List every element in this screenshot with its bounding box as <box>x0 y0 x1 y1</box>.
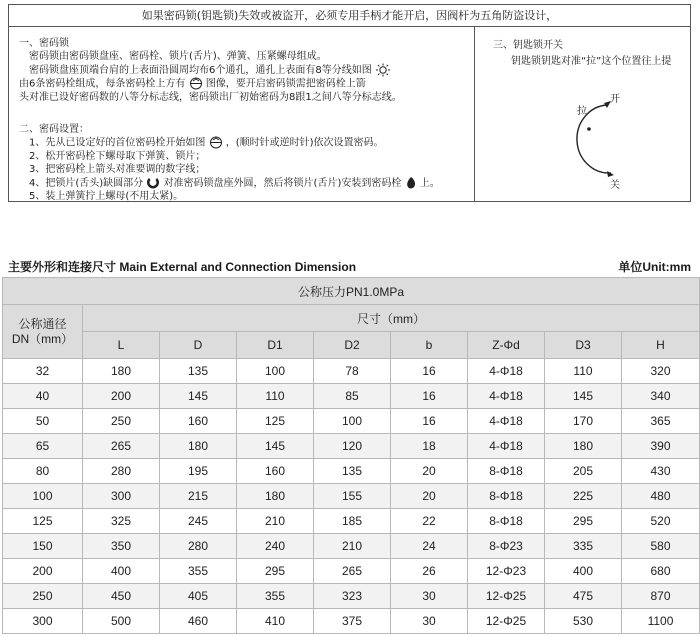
table-cell: 4-Φ18 <box>468 384 545 409</box>
size-header: 尺寸（mm） <box>83 305 700 332</box>
table-cell: 320 <box>622 359 700 384</box>
table-cell: 1100 <box>622 609 700 634</box>
table-cell: 100 <box>237 359 314 384</box>
dn-cell: 32 <box>3 359 83 384</box>
table-cell: 215 <box>160 484 237 509</box>
table-cell: 365 <box>622 409 700 434</box>
column-header: H <box>622 332 700 359</box>
unit-label: 单位Unit:mm <box>618 260 691 274</box>
table-cell: 405 <box>160 584 237 609</box>
table-cell: 110 <box>545 359 622 384</box>
table-row <box>3 609 700 634</box>
table-cell: 475 <box>545 584 622 609</box>
table-cell: 16 <box>391 359 468 384</box>
table-row <box>3 484 700 509</box>
section2-step-2: 2、松开密码栓下螺母取下弹簧、锁片； <box>29 150 206 162</box>
table-cell: 8-Φ18 <box>468 484 545 509</box>
section2-step-5: 5、装上弹簧拧上螺母(不用太紧)。 <box>29 190 184 202</box>
arrow-bolt-icon <box>189 77 203 90</box>
section1-line-2: 密码锁盘座顶端台肩的上表面沿圆周均布6个通孔，通孔上表面有8等分线如图 <box>19 63 402 77</box>
table-cell: 680 <box>622 559 700 584</box>
column-header: D1 <box>237 332 314 359</box>
table-cell: 180 <box>545 434 622 459</box>
instructions-box <box>8 4 691 202</box>
table-cell: 155 <box>314 484 391 509</box>
table-row <box>3 384 700 409</box>
dn-cell: 250 <box>3 584 83 609</box>
table-cell: 480 <box>622 484 700 509</box>
table-row <box>3 434 700 459</box>
table-cell: 24 <box>391 534 468 559</box>
column-header: Z-Φd <box>468 332 545 359</box>
table-row <box>3 534 700 559</box>
key-lock-panel <box>475 27 690 201</box>
table-cell: 300 <box>83 484 160 509</box>
column-header-row <box>3 332 700 359</box>
table-cell: 145 <box>545 384 622 409</box>
section1-heading: 一、密码锁 <box>19 38 69 49</box>
table-cell: 4-Φ18 <box>468 359 545 384</box>
dn-cell: 80 <box>3 459 83 484</box>
section3-line: 钥匙锁钥匙对准“拉”这个位置往上提 <box>511 56 672 67</box>
table-cell: 250 <box>83 409 160 434</box>
dn-cell: 100 <box>3 484 83 509</box>
table-cell: 160 <box>237 459 314 484</box>
label-kai: 开 <box>610 94 620 105</box>
table-cell: 8-Φ18 <box>468 459 545 484</box>
table-row <box>3 359 700 384</box>
table-cell: 355 <box>237 584 314 609</box>
table-cell: 400 <box>545 559 622 584</box>
table-cell: 870 <box>622 584 700 609</box>
table-cell: 180 <box>237 484 314 509</box>
table-cell: 125 <box>237 409 314 434</box>
table-cell: 195 <box>160 459 237 484</box>
section2-heading: 二、密码设置： <box>19 124 89 135</box>
table-cell: 280 <box>83 459 160 484</box>
table-cell: 8-Φ18 <box>468 509 545 534</box>
table-cell: 210 <box>237 509 314 534</box>
lock-plate-icon <box>146 176 160 190</box>
table-cell: 460 <box>160 609 237 634</box>
table-cell: 530 <box>545 609 622 634</box>
table-row <box>3 509 700 534</box>
table-cell: 4-Φ18 <box>468 434 545 459</box>
table-cell: 26 <box>391 559 468 584</box>
table-cell: 180 <box>160 434 237 459</box>
table-cell: 350 <box>83 534 160 559</box>
table-cell: 120 <box>314 434 391 459</box>
key-switch-diagram <box>571 89 641 189</box>
table-cell: 520 <box>622 509 700 534</box>
table-body <box>3 359 700 634</box>
table-row <box>3 409 700 434</box>
table-cell: 135 <box>314 459 391 484</box>
table-cell: 180 <box>83 359 160 384</box>
dimension-table <box>2 277 700 634</box>
table-row <box>3 459 700 484</box>
section-password-lock <box>19 37 402 104</box>
table-cell: 100 <box>314 409 391 434</box>
table-cell: 78 <box>314 359 391 384</box>
table-cell: 205 <box>545 459 622 484</box>
arrow-bolt-icon <box>209 136 223 149</box>
dn-header: 公称通径 DN（mm） <box>3 305 83 359</box>
table-cell: 12-Φ25 <box>468 609 545 634</box>
dn-cell: 125 <box>3 509 83 534</box>
pressure-header: 公称压力PN1.0MPa <box>3 278 700 305</box>
label-la: 拉 <box>577 106 587 117</box>
section2-step-4: 4、把锁片(舌头)缺圆部分 对准密码锁盘座外圆，然后将锁片(舌片)安装到密码栓 上。 <box>29 177 440 189</box>
section1-line-1: 密码锁由密码锁盘座、密码栓、锁片(舌片)、弹簧、压紧螺母组成。 <box>29 51 327 62</box>
table-cell: 265 <box>314 559 391 584</box>
section3-heading: 三、钥匙锁开关 <box>493 40 563 51</box>
table-cell: 16 <box>391 409 468 434</box>
table-cell: 30 <box>391 584 468 609</box>
table-cell: 210 <box>314 534 391 559</box>
table-cell: 170 <box>545 409 622 434</box>
table-cell: 340 <box>622 384 700 409</box>
table-cell: 400 <box>83 559 160 584</box>
dn-cell: 40 <box>3 384 83 409</box>
table-cell: 390 <box>622 434 700 459</box>
table-cell: 85 <box>314 384 391 409</box>
column-header: D3 <box>545 332 622 359</box>
dn-cell: 65 <box>3 434 83 459</box>
table-cell: 355 <box>160 559 237 584</box>
table-cell: 335 <box>545 534 622 559</box>
table-cell: 295 <box>545 509 622 534</box>
column-header: D2 <box>314 332 391 359</box>
table-cell: 110 <box>237 384 314 409</box>
dn-cell: 50 <box>3 409 83 434</box>
table-cell: 580 <box>622 534 700 559</box>
table-cell: 160 <box>160 409 237 434</box>
table-cell: 22 <box>391 509 468 534</box>
table-cell: 145 <box>237 434 314 459</box>
table-cell: 20 <box>391 459 468 484</box>
column-header: D <box>160 332 237 359</box>
table-cell: 430 <box>622 459 700 484</box>
sun-dial-icon <box>375 63 391 77</box>
section2-step-1: 1、先从已设定好的首位密码栓开始如图 ，(顺时针或逆时针)依次设置密码。 <box>29 137 384 149</box>
table-cell: 375 <box>314 609 391 634</box>
column-header: L <box>83 332 160 359</box>
table-cell: 200 <box>83 384 160 409</box>
lock-instructions <box>9 27 475 201</box>
dn-cell: 200 <box>3 559 83 584</box>
section2-step-3: 3、把密码栓上箭头对准要调的数字线； <box>29 163 206 175</box>
table-cell: 8-Φ23 <box>468 534 545 559</box>
section1-line-3: 由6条密码栓组成，每条密码栓上方有 图像，要开启密码锁需把密码栓上箭 <box>19 78 366 90</box>
table-cell: 245 <box>160 509 237 534</box>
section1-line-4: 头对准已设好密码数的八等分标志线，密码锁出厂初始密码为8跟1之间八等分标志线。 <box>19 91 402 103</box>
table-cell: 240 <box>237 534 314 559</box>
table-cell: 500 <box>83 609 160 634</box>
table-cell: 185 <box>314 509 391 534</box>
table-cell: 280 <box>160 534 237 559</box>
column-header: b <box>391 332 468 359</box>
table-cell: 265 <box>83 434 160 459</box>
table-cell: 135 <box>160 359 237 384</box>
dn-cell: 150 <box>3 534 83 559</box>
notice-line: 如果密码锁(钥匙锁)失效或被盗开，必须专用手柄才能开启，因阀杆为五角防盗设计， <box>9 5 690 27</box>
section-password-setting <box>19 123 440 203</box>
table-cell: 225 <box>545 484 622 509</box>
table-cell: 145 <box>160 384 237 409</box>
dn-cell: 300 <box>3 609 83 634</box>
lock-pin-icon <box>405 176 417 190</box>
label-guan: 关 <box>610 180 620 191</box>
table-title <box>8 258 691 274</box>
table-cell: 325 <box>83 509 160 534</box>
table-cell: 20 <box>391 484 468 509</box>
table-cell: 12-Φ25 <box>468 584 545 609</box>
table-cell: 18 <box>391 434 468 459</box>
table-cell: 30 <box>391 609 468 634</box>
table-cell: 16 <box>391 384 468 409</box>
table-row <box>3 559 700 584</box>
table-cell: 323 <box>314 584 391 609</box>
table-cell: 410 <box>237 609 314 634</box>
table-cell: 295 <box>237 559 314 584</box>
table-cell: 450 <box>83 584 160 609</box>
table-cell: 12-Φ23 <box>468 559 545 584</box>
table-title-text: 主要外形和连接尺寸 Main External and Connection Dimension <box>8 260 357 274</box>
table-row <box>3 584 700 609</box>
table-cell: 4-Φ18 <box>468 409 545 434</box>
